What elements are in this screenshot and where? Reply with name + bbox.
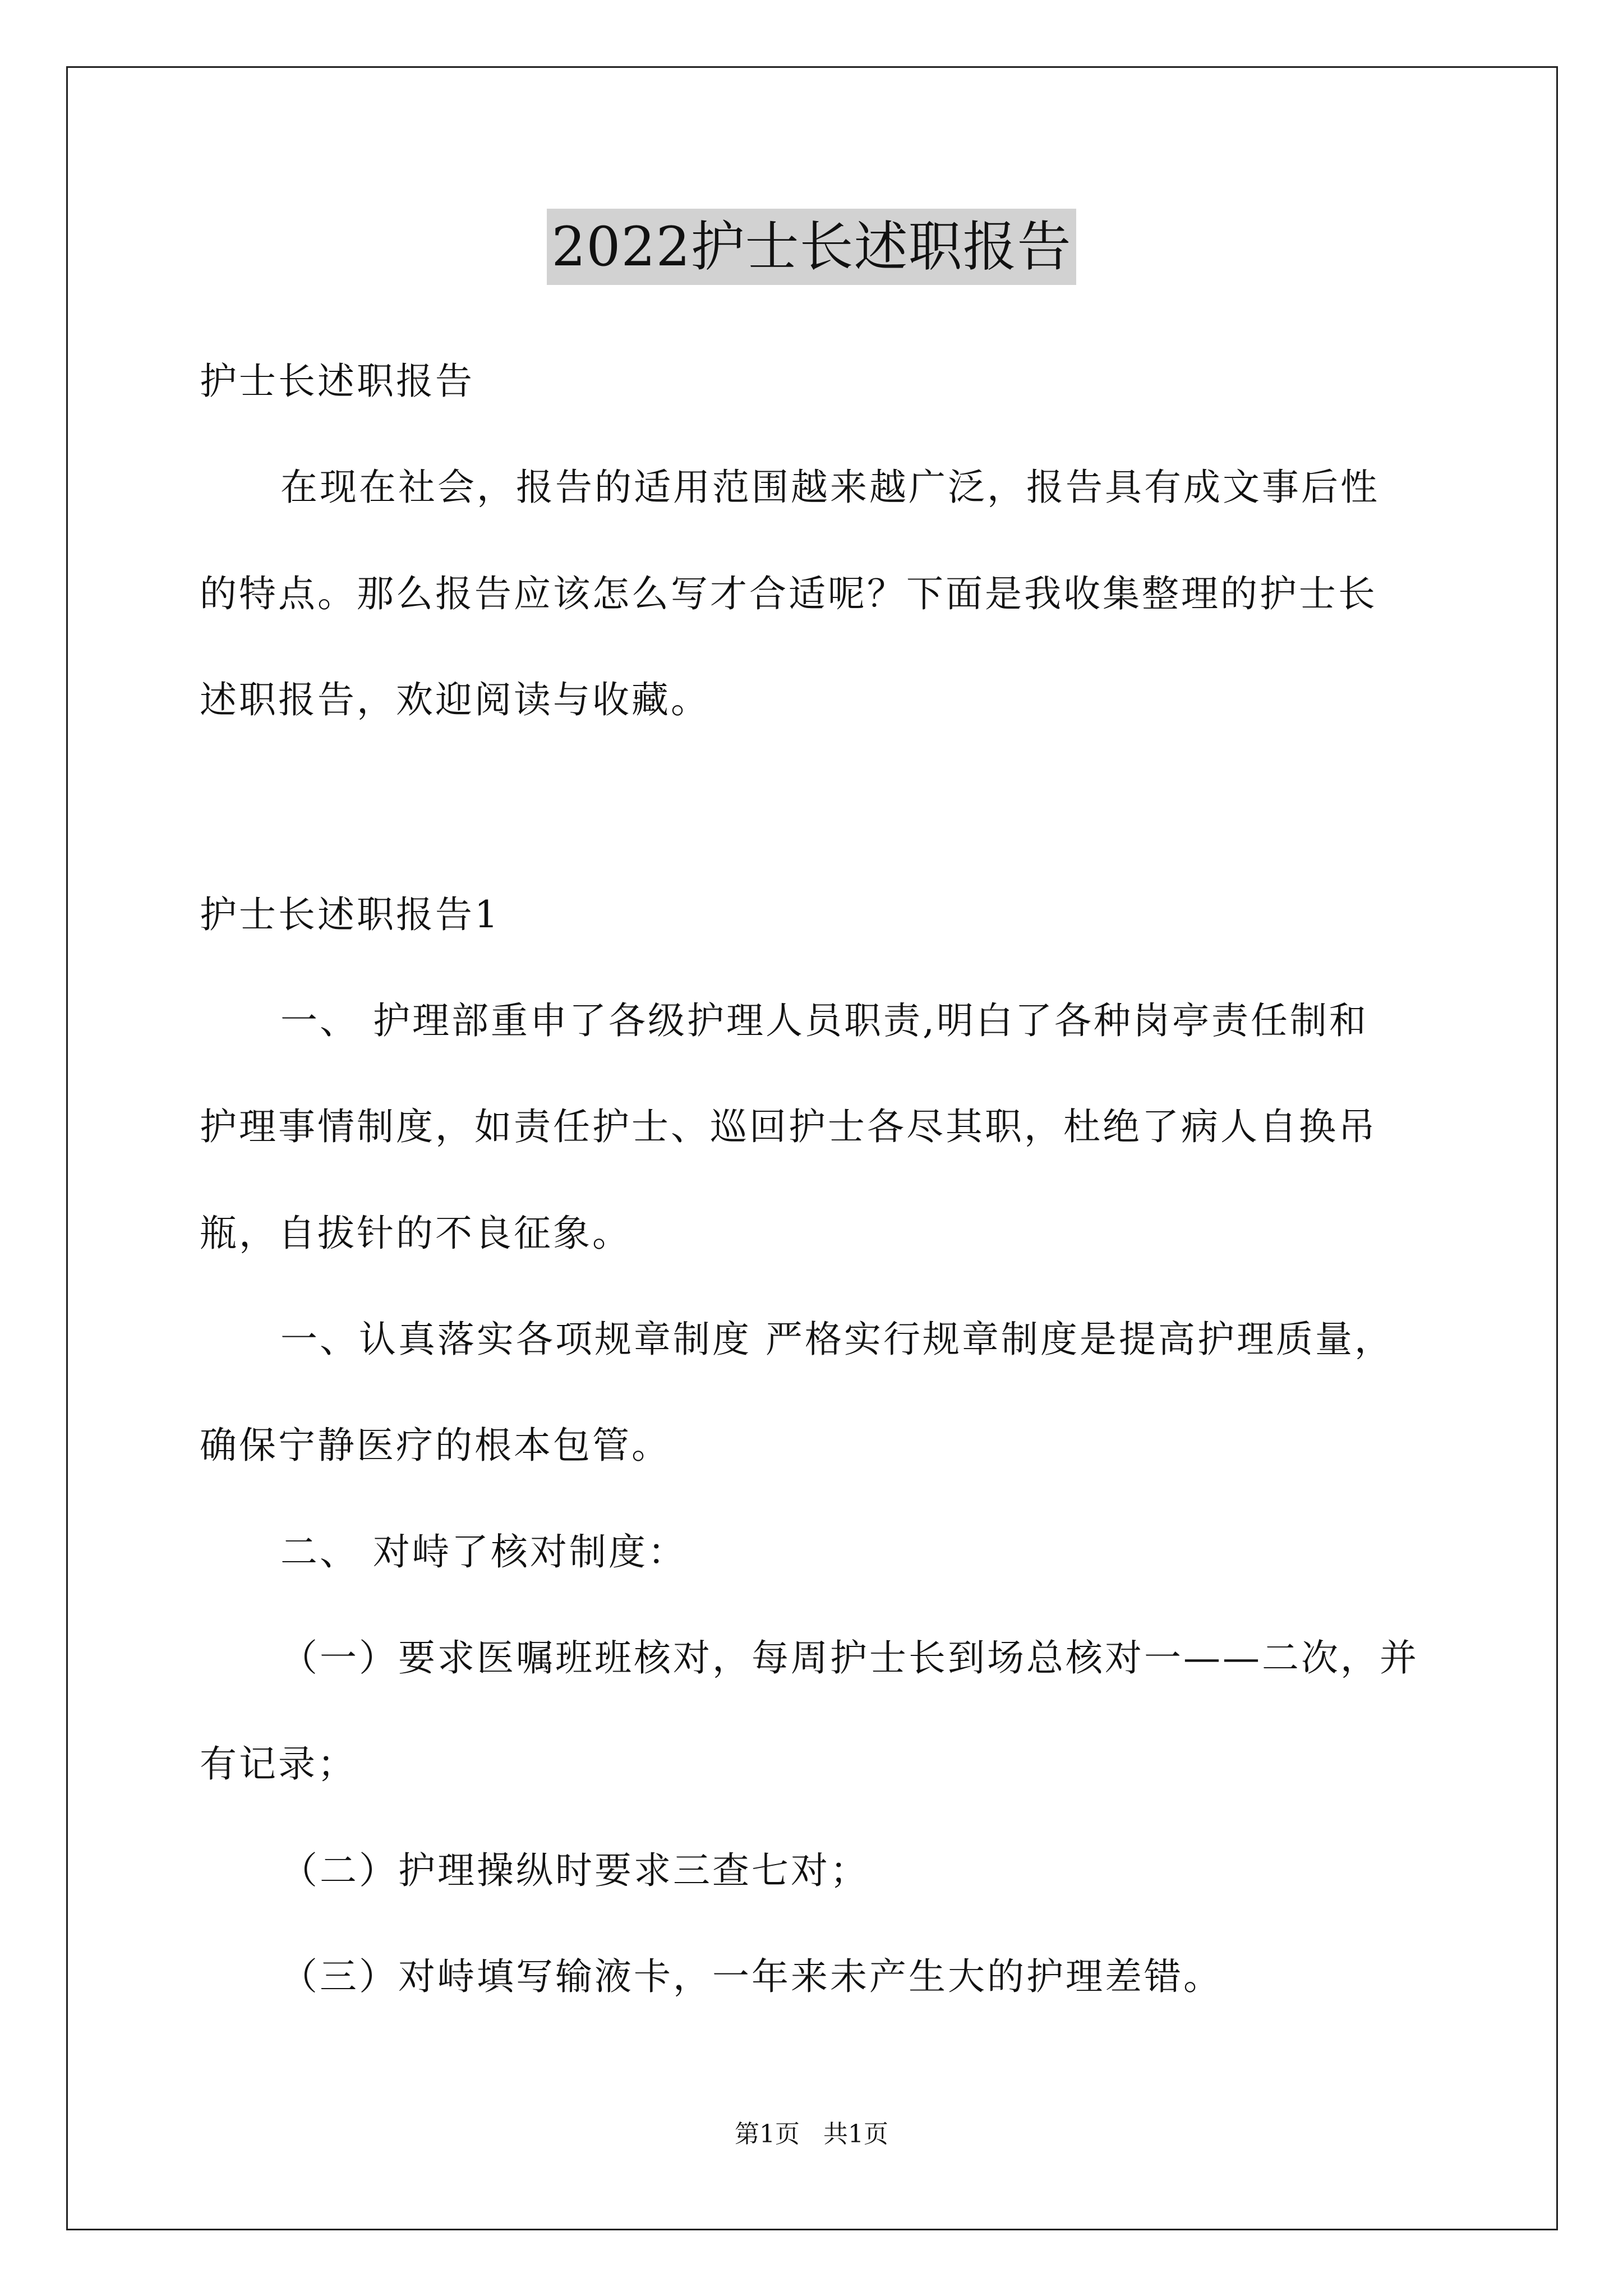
paragraph-line: 有记录； xyxy=(200,1742,357,1786)
paragraph-line: 述职报告，欢迎阅读与收藏。 xyxy=(200,678,710,721)
page-footer: 第1页 共1页 xyxy=(735,2120,888,2148)
paragraph-line: 的特点。那么报告应该怎么写才合适呢？下面是我收集整理的护士长 xyxy=(200,572,1377,615)
paragraph-line: 一、 护理部重申了各级护理人员职责,明白了各种岗亭责任制和 xyxy=(280,999,1368,1042)
paragraph-line: （三）对峙填写输液卡，一年来未产生大的护理差错。 xyxy=(280,1955,1223,1998)
paragraph-line: 一、认真落实各项规章制度 严格实行规章制度是提高护理质量， xyxy=(280,1318,1394,1361)
paragraph-line: 护理事情制度，如责任护士、巡回护士各尽其职，杜绝了病人自换吊 xyxy=(200,1105,1377,1148)
paragraph-line: （二）护理操纵时要求三查七对； xyxy=(280,1849,869,1892)
paragraph-line: 瓶，自拔针的不良征象。 xyxy=(200,1212,631,1255)
paragraph-line: 在现在社会，报告的适用范围越来越广泛，报告具有成文事后性 xyxy=(280,466,1380,509)
paragraph-line: 二、 对峙了核对制度： xyxy=(280,1530,687,1573)
document-title-wrap xyxy=(0,209,1623,285)
section-heading: 护士长述职报告 xyxy=(200,360,474,403)
section-heading: 护士长述职报告1 xyxy=(200,893,500,936)
paragraph-line: 确保宁静医疗的根本包管。 xyxy=(200,1424,671,1467)
paragraph-line: （一）要求医嘱班班核对，每周护士长到场总核对一——二次，并 xyxy=(280,1636,1419,1680)
document-title: 2022护士长述职报告 xyxy=(547,209,1076,285)
